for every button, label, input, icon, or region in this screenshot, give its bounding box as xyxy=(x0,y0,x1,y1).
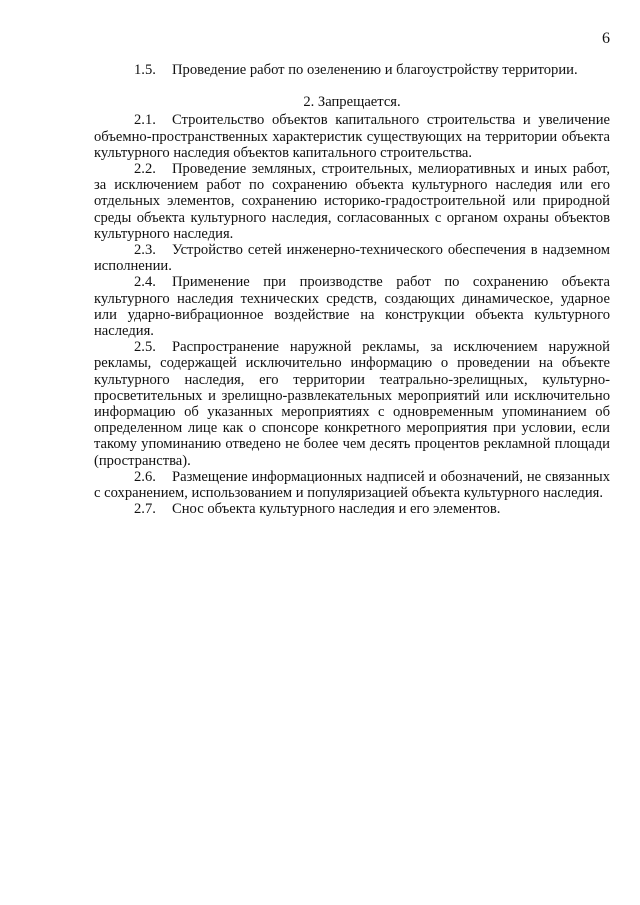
clause-number: 2.2. xyxy=(134,161,156,178)
clause-2-3 xyxy=(94,242,610,274)
clause-number: 2.3. xyxy=(134,242,156,259)
clause-2-5 xyxy=(94,339,610,469)
clause-2-2 xyxy=(94,161,610,242)
clause-2-7 xyxy=(94,501,610,517)
clause-2-1 xyxy=(94,112,610,161)
clause-text: Снос объекта культурного наследия и его элементов. xyxy=(172,501,501,518)
clause-number: 2.5. xyxy=(134,339,156,356)
clause-number: 1.5. xyxy=(134,62,156,78)
document-body xyxy=(94,62,610,517)
clause-2-6 xyxy=(94,469,610,501)
clause-text: Строительство объектов капитального строительства и увеличение объемно-пространственных характеристик существующих на территории объекта культурного наследия объектов капитального строительства. xyxy=(94,112,610,161)
section-heading: 2. Запрещается. xyxy=(303,94,401,111)
clause-text: Проведение земляных, строительных, мелиоративных и иных работ, за исключением работ по сохранению объекта культурного наследия или его отдельных элементов, сохранению историко-градостроительной или природной среды объекта культурного наследия, согласованных с органом охраны объектов культурного наследия. xyxy=(94,161,610,242)
clause-text: Применение при производстве работ по сохранению объекта культурного наследия технических средств, создающих динамическое, ударное или ударно-вибрационное воздействие на конструкции объекта культурного наследия. xyxy=(94,274,610,340)
clause-2-4 xyxy=(94,274,610,339)
clause-1-5 xyxy=(94,62,610,78)
clause-number: 2.1. xyxy=(134,112,156,129)
clause-text: Проведение работ по озеленению и благоустройству территории. xyxy=(172,62,578,78)
clause-text: Размещение информационных надписей и обозначений, не связанных с сохранением, использованием и популяризацией объекта культурного наследия. xyxy=(94,468,610,502)
clause-text: Распространение наружной рекламы, за исключением наружной рекламы, содержащей исключительно информацию о проведении на объекте культурного наследия, его территории театрально-зрелищных, культурно-просветительных и зрелищно-развлекательных мероприятий или исключительно информацию об указанных мероприятиях с одновременным упоминанием об определенном лице как о спонсоре конкретного мероприятия при условии, если такому упоминанию отведено не более чем десять процентов рекламной площади (пространства). xyxy=(94,339,610,469)
clause-number: 2.7. xyxy=(134,501,156,518)
clause-text: Устройство сетей инженерно-технического обеспечения в надземном исполнении. xyxy=(94,242,610,275)
clause-number: 2.4. xyxy=(134,274,156,291)
page-number: 6 xyxy=(602,30,610,47)
clause-number: 2.6. xyxy=(134,468,156,485)
